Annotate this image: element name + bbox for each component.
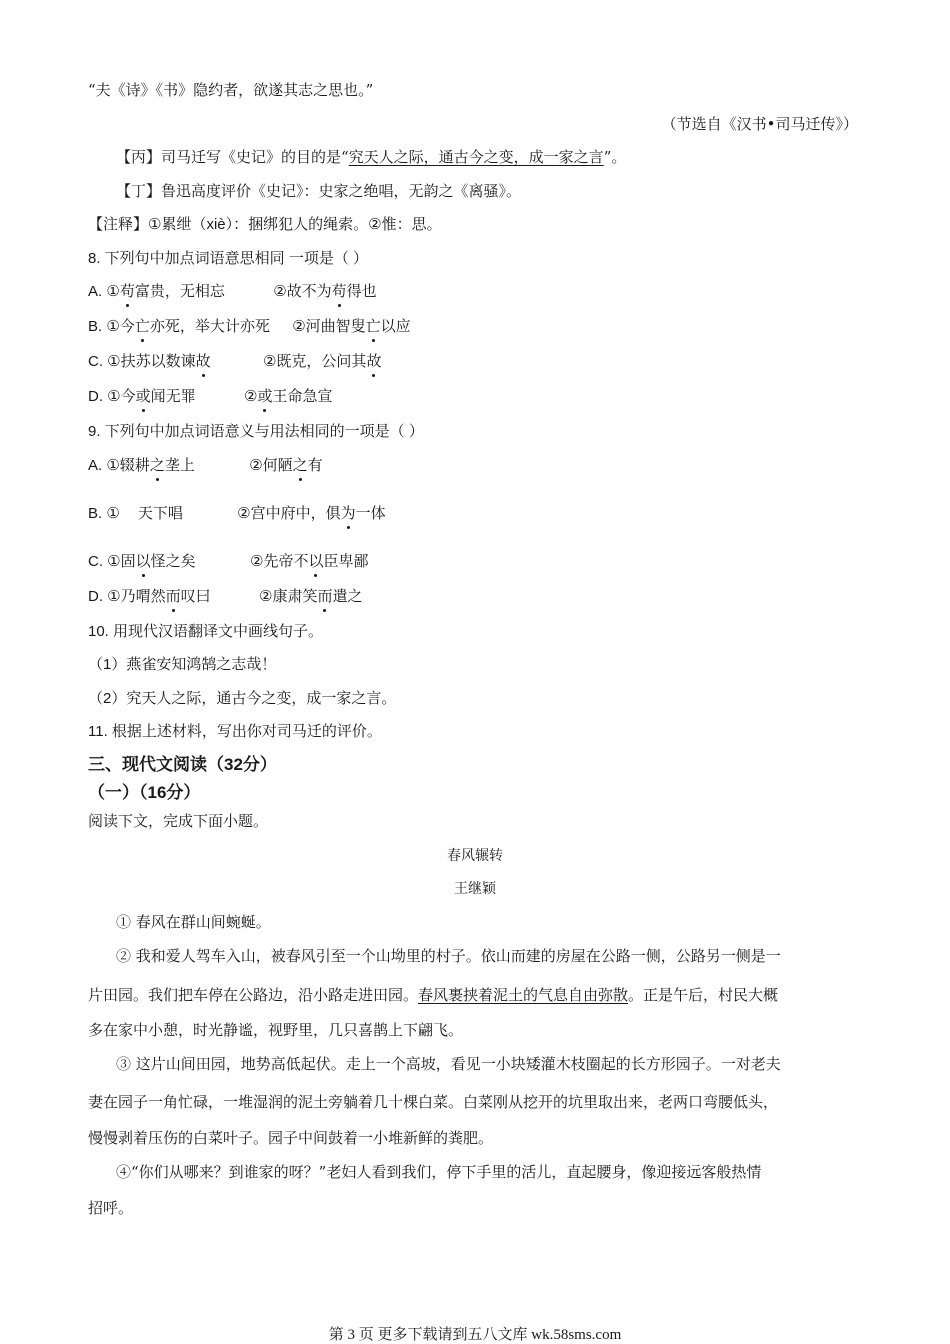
instruction-line: 阅读下文，完成下面小题。	[88, 813, 269, 830]
dotted-word: 之	[149, 457, 165, 474]
article-title: 春风辗转	[447, 848, 503, 864]
dotted-word: 或	[257, 388, 273, 405]
part-heading: （一）（16分）	[88, 783, 201, 802]
dotted-word: 之	[292, 457, 308, 474]
dotted-word: 以	[308, 553, 324, 570]
ding-line: 【丁】鲁迅高度评价《史记》：史家之绝唱，无韵之《离骚》。	[116, 182, 522, 200]
q9-option-d: D. ①乃喟然而叹曰 ②康肃笑而遣之	[88, 588, 363, 605]
bing-prefix: 【丙】司马迁写《史记》的目的是“	[116, 148, 349, 166]
paragraph-3-line-3: 慢慢剥着压伤的白菜叶子。园子中间鼓着一小堆新鲜的粪肥。	[88, 1129, 494, 1147]
option-label: B.	[88, 318, 103, 335]
paragraph-2-line-2: 片田园。我们把车停在公路边，沿小路走进田园。春风裹挟着泥土的气息自由弥散。正是午后，村民大概	[88, 986, 779, 1004]
dotted-word: 或	[135, 388, 151, 405]
quote-line: “夫《诗》《书》隐约者，欲遂其志之思也。”	[88, 81, 374, 99]
q11-stem: 11. 根据上述材料，写出你对司马迁的评价。	[88, 723, 382, 740]
option-label: D.	[88, 588, 103, 605]
paragraph-2-line-1: ② 我和爱人驾车入山，被春风引至一个山坳里的村子。依山而建的房屋在公路一侧，公路另一侧是一	[116, 947, 781, 965]
option-label: B.	[88, 505, 103, 522]
q8-stem: 8. 下列句中加点词语意思相同 一项是（ ）	[88, 250, 369, 267]
dotted-word: 以	[135, 553, 151, 570]
q8-option-d: D. ①今或闻无罪 ②或王命急宣	[88, 388, 333, 405]
option-label: C.	[88, 553, 103, 570]
paragraph-2-line-3: 多在家中小憩，时光静谧，视野里，几只喜鹊上下翩飞。	[88, 1021, 464, 1039]
q9-option-a: A. ①辍耕之垄上 ②何陋之有	[88, 457, 323, 474]
page-footer: 第 3 页 更多下载请到五八文库 wk.58sms.com	[328, 1327, 622, 1343]
q10-sentence-2: （2）究天人之际，通古今之变，成一家之言。	[88, 690, 397, 707]
option-label: C.	[88, 353, 103, 370]
option-label: D.	[88, 388, 103, 405]
dotted-word: 而	[317, 588, 333, 605]
q9-option-b: B. ① 天下唱 ②宫中府中，俱为一体	[88, 505, 386, 522]
q8-option-c: C. ①扶苏以数谏故 ②既克，公问其故	[88, 353, 382, 370]
section-heading: 三、现代文阅读（32分）	[88, 755, 277, 774]
notes-line: 【注释】①累绁（xiè）：捆绑犯人的绳索。②惟：思。	[88, 216, 442, 233]
paragraph-1: ① 春风在群山间蜿蜒。	[116, 913, 271, 931]
option-label: A.	[88, 457, 103, 474]
option-label: A.	[88, 283, 103, 300]
dotted-word: 故	[366, 353, 382, 370]
dotted-word: 亡	[134, 318, 150, 335]
dotted-word: 故	[195, 353, 211, 370]
article-author: 王继颖	[454, 881, 496, 897]
q9-stem: 9. 下列句中加点词语意义与用法相同的一项是（ ）	[88, 423, 424, 440]
q9-option-c: C. ①固以怪之矣 ②先帝不以臣卑鄙	[88, 553, 369, 570]
paragraph-3-line-1: ③ 这片山间田园，地势高低起伏。走上一个高坡，看见一小块矮灌木枝圈起的长方形园子。一对老夫	[116, 1055, 781, 1073]
quote-source: （节选自《汉书•司马迁传》）	[661, 115, 858, 133]
paragraph-4-line-2: 招呼。	[88, 1199, 134, 1217]
bing-underlined: 究天人之际，通古今之变，成一家之言	[348, 148, 604, 166]
dotted-word: 而	[165, 588, 181, 605]
q8-option-b: B. ①今亡亦死，举大计亦死 ②河曲智叟亡以应	[88, 318, 411, 335]
paragraph-3-line-2: 妻在园子一角忙碌，一堆湿润的泥土旁躺着几十棵白菜。白菜刚从挖开的坑里取出来，老两口弯腰低头，	[88, 1093, 779, 1111]
dotted-word: 苟	[331, 283, 347, 300]
q8-option-a: A. ①苟富贵，无相忘 ②故不为苟得也	[88, 283, 377, 300]
q10-sentence-1: （1）燕雀安知鸿鹄之志哉！	[88, 656, 277, 673]
dotted-word: 苟	[119, 283, 135, 300]
bing-suffix: ”。	[603, 148, 627, 166]
dotted-word: 亡	[365, 318, 381, 335]
q10-stem: 10. 用现代汉语翻译文中画线句子。	[88, 623, 324, 640]
underlined-sentence: 春风裹挟着泥土的气息自由弥散	[418, 986, 629, 1004]
dotted-word: 为	[340, 505, 356, 522]
bing-line	[116, 147, 626, 167]
paragraph-4-line-1: ④“你们从哪来？到谁家的呀？”老妇人看到我们，停下手里的活儿，直起腰身，像迎接远客般热情	[116, 1163, 762, 1181]
